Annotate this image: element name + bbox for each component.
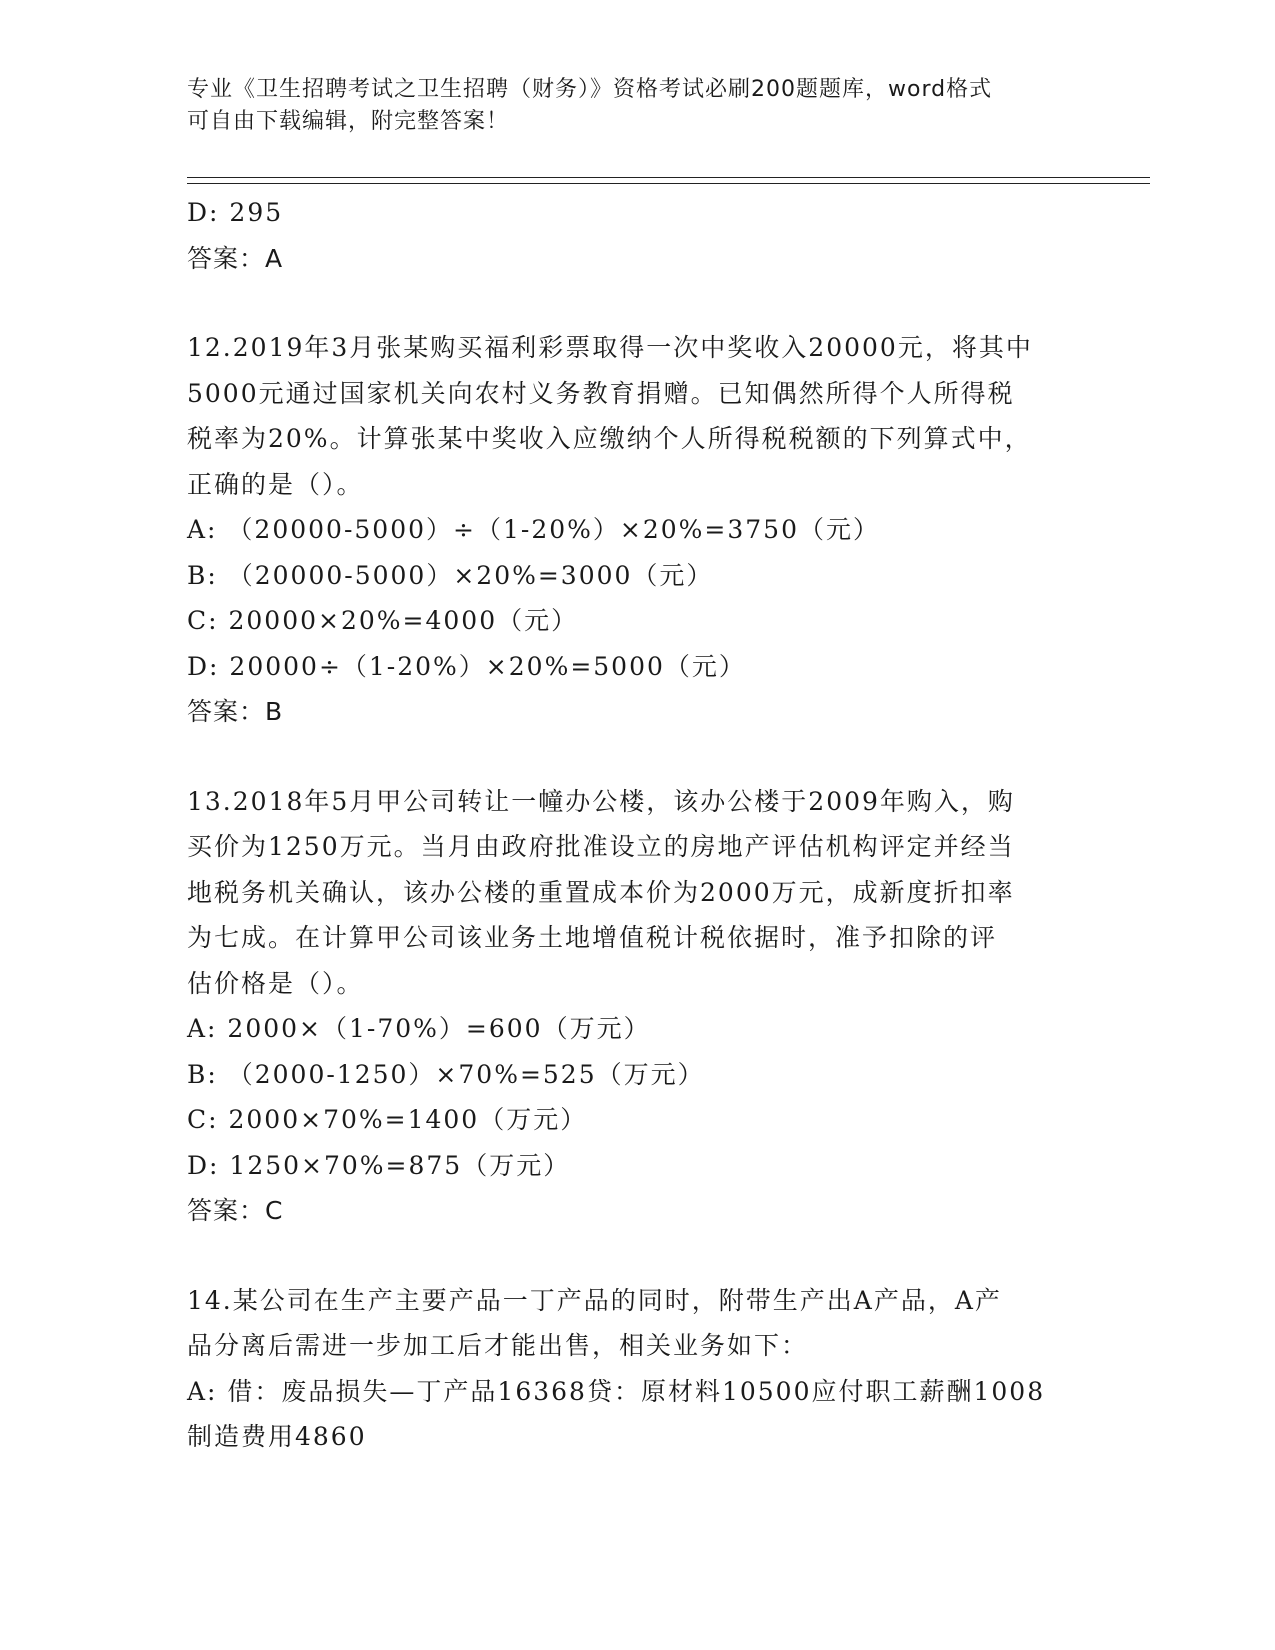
spacer: [187, 281, 1087, 325]
question-12-stem-line: 5000元通过国家机关向农村义务教育捐赠。已知偶然所得个人所得税: [187, 378, 1015, 408]
header-title-line-1: 专业《卫生招聘考试之卫生招聘（财务）》资格考试必刷200题题库，word格式: [187, 77, 993, 102]
prev-option-d: D: 295: [187, 198, 284, 227]
question-14-option-a-continued: 制造费用4860: [187, 1422, 367, 1451]
question-14: [187, 1278, 1087, 1460]
question-12-option-c: C: 20000×20%=4000（元）: [187, 606, 579, 635]
question-13-answer: 答案：C: [187, 1196, 284, 1225]
question-14-option-a: A: 借：废品损失—丁产品16368贷：原材料10500应付职工薪酬1008: [187, 1376, 1046, 1406]
question-12-option-d: D: 20000÷（1-20%）×20%=5000（元）: [187, 651, 746, 681]
question-13-option-a: A: 2000×（1-70%）=600（万元）: [187, 1014, 651, 1043]
question-12-option-b: B: （20000-5000）×20%=3000（元）: [187, 560, 714, 590]
question-13-stem-line: 买价为1250万元。当月由政府批准设立的房地产评估机构评定并经当: [187, 832, 1015, 861]
spacer: [187, 735, 1087, 779]
question-12-answer: 答案：B: [187, 697, 284, 726]
header-divider-bottom: [187, 183, 1150, 184]
question-12-stem-line: 税率为20%。计算张某中奖收入应缴纳个人所得税税额的下列算式中，: [187, 424, 1032, 453]
question-12: [187, 325, 1087, 735]
header-divider-top: [187, 177, 1150, 178]
question-12-option-a: A: （20000-5000）÷（1-20%）×20%=3750（元）: [187, 515, 880, 544]
header-title-line-2: 可自由下载编辑，附完整答案！: [187, 109, 510, 134]
prev-answer: 答案：A: [187, 243, 284, 273]
question-13-option-b: B: （2000-1250）×70%=525（万元）: [187, 1059, 705, 1089]
question-13-stem-line: 地税务机关确认，该办公楼的重置成本价为2000万元，成新度折扣率: [187, 877, 1015, 907]
question-13-stem-line: 为七成。在计算甲公司该业务土地增值税计税依据时，准予扣除的评: [187, 923, 998, 952]
spacer: [187, 1234, 1087, 1278]
question-13-option-d: D: 1250×70%=875（万元）: [187, 1150, 571, 1180]
question-13-stem-line: 13.2018年5月甲公司转让一幢办公楼，该办公楼于2009年购入，购: [187, 786, 1015, 816]
question-12-stem-line: 正确的是（）。: [187, 469, 364, 499]
question-13-stem-line: 估价格是（）。: [187, 968, 364, 998]
page-header: [187, 74, 1087, 138]
question-14-stem-line: 14.某公司在生产主要产品一丁产品的同时，附带生产出A产品，A产: [187, 1285, 1002, 1315]
question-content: [187, 190, 1087, 1460]
question-12-stem-line: 12.2019年3月张某购买福利彩票取得一次中奖收入20000元，将其中: [187, 333, 1033, 362]
question-13: [187, 779, 1087, 1234]
question-13-option-c: C: 2000×70%=1400（万元）: [187, 1105, 588, 1134]
question-14-stem-line: 品分离后需进一步加工后才能出售，相关业务如下：: [187, 1331, 809, 1360]
